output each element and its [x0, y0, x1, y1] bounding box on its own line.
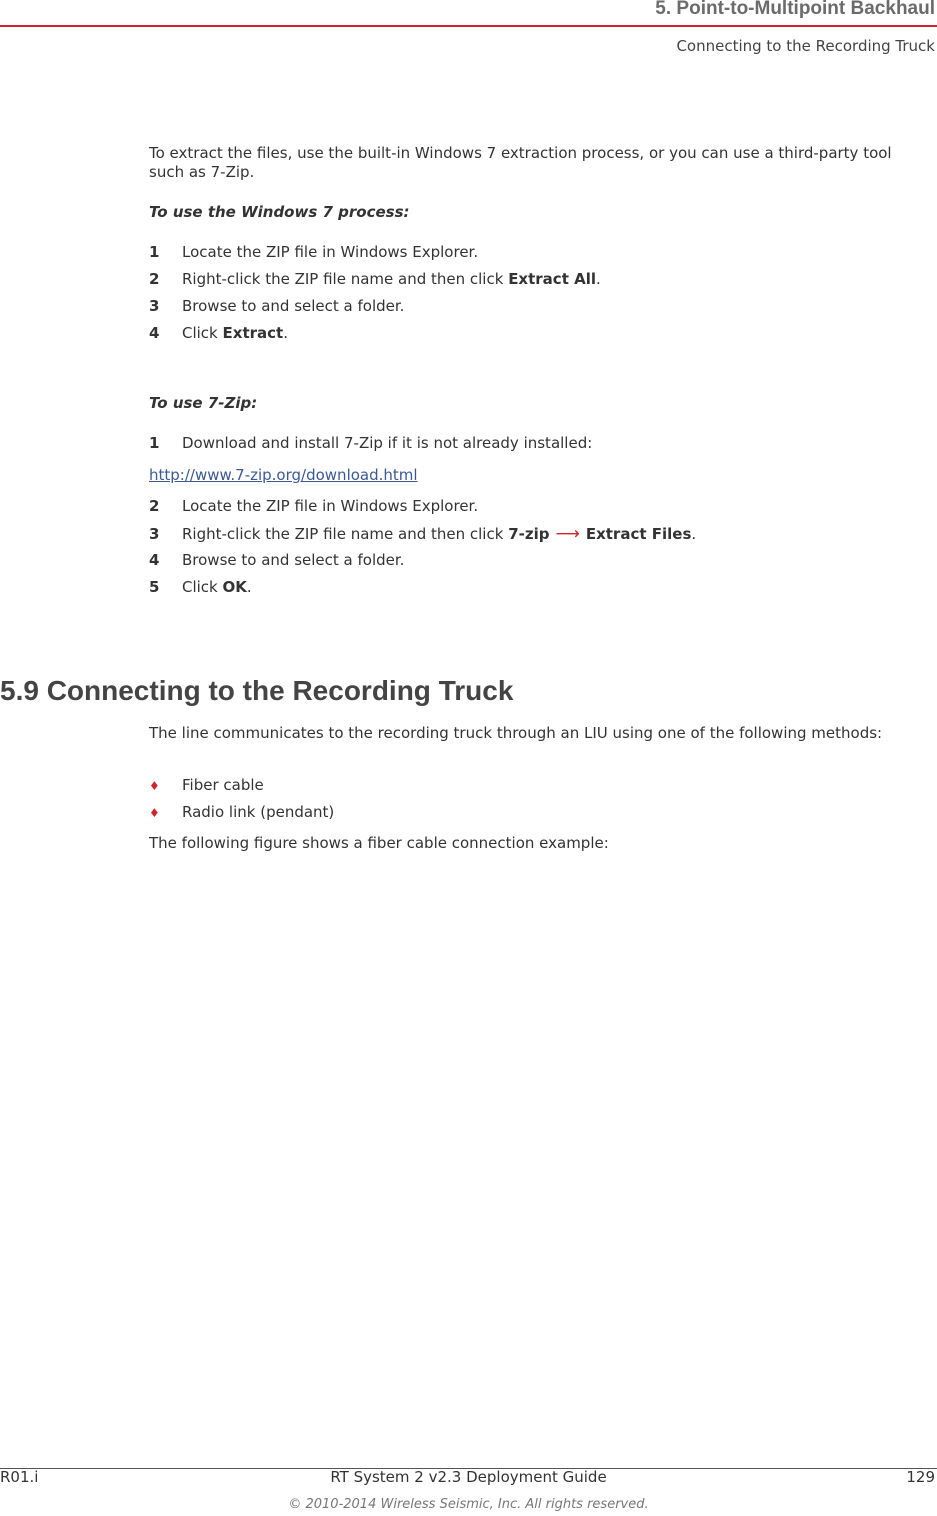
step-text: Click: [182, 324, 223, 342]
extract-all-command: Extract All: [508, 270, 596, 288]
footer-revision: R01.i: [0, 1468, 39, 1486]
arrow-right-icon: ⟶: [555, 524, 580, 544]
step-number: 2: [149, 497, 160, 515]
section-heading: 5.9 Connecting to the Recording Truck: [0, 675, 514, 706]
extract-command: Extract: [222, 324, 284, 342]
step-number: 4: [149, 551, 160, 569]
step-text: Browse to and select a folder.: [182, 551, 405, 569]
bullet-item: [149, 776, 264, 794]
zip-step-1: [149, 434, 901, 452]
windows-step-3: [149, 297, 901, 315]
download-link[interactable]: http://www.7-zip.org/download.html: [149, 466, 418, 484]
windows-step-4: [149, 324, 901, 342]
footer-page-number: 129: [906, 1468, 935, 1486]
step-number: 2: [149, 270, 160, 288]
step-punct: .: [283, 324, 288, 342]
step-punct: .: [246, 578, 252, 596]
zip-step-3: [149, 524, 901, 544]
zip-step-4: [149, 551, 901, 569]
step-text: Click: [182, 578, 223, 596]
intro-paragraph: To extract the files, use the built-in Windows 7 extraction process, or you can use a third-party tool such as 7-Zip.: [149, 144, 892, 181]
step-text: Right-click the ZIP file name and then click: [182, 525, 509, 543]
step-text: Locate the ZIP file in Windows Explorer.: [182, 497, 479, 515]
windows-step-2: [149, 270, 901, 288]
chapter-title: 5. Point-to-Multipoint Backhaul: [655, 0, 935, 19]
step-number: 1: [149, 243, 160, 261]
zip-step-5: [149, 578, 901, 596]
footer-guide-title: RT System 2 v2.3 Deployment Guide: [330, 1468, 607, 1486]
header-rule: [0, 25, 937, 27]
section-intro-paragraph: The line communicates to the recording truck through an LIU using one of the following methods:: [149, 724, 883, 742]
zip-step-2: [149, 497, 901, 515]
step-text: Locate the ZIP file in Windows Explorer.: [182, 243, 479, 261]
7zip-menu-command: 7-zip: [508, 525, 550, 543]
diamond-bullet-icon: ♦: [149, 806, 160, 820]
step-text: Download and install 7-Zip if it is not already installed:: [182, 434, 593, 452]
step-number: 1: [149, 434, 160, 452]
step-text: Right-click the ZIP file name and then click: [182, 270, 509, 288]
diamond-bullet-icon: ♦: [149, 779, 160, 793]
section-title: Connecting to the Recording Truck: [676, 37, 935, 55]
windows-step-1: [149, 243, 901, 261]
step-number: 5: [149, 578, 160, 596]
bullet-item: [149, 803, 334, 821]
windows-procedure-title: To use the Windows 7 process:: [149, 203, 410, 221]
bullet-text: Radio link (pendant): [182, 803, 335, 821]
step-punct: .: [691, 525, 697, 543]
zip-procedure-title: To use 7-Zip:: [149, 394, 258, 412]
step-punct: .: [595, 270, 601, 288]
figure-intro-paragraph: The following figure shows a fiber cable connection example:: [149, 834, 609, 852]
bullet-text: Fiber cable: [182, 776, 264, 794]
step-number: 3: [149, 297, 160, 315]
footer-copyright: © 2010-2014 Wireless Seismic, Inc. All rights reserved.: [288, 1497, 649, 1512]
extract-files-command: Extract Files: [585, 525, 692, 543]
step-number: 3: [149, 525, 160, 543]
ok-command: OK: [222, 578, 247, 596]
step-text: Browse to and select a folder.: [182, 297, 405, 315]
step-number: 4: [149, 324, 160, 342]
